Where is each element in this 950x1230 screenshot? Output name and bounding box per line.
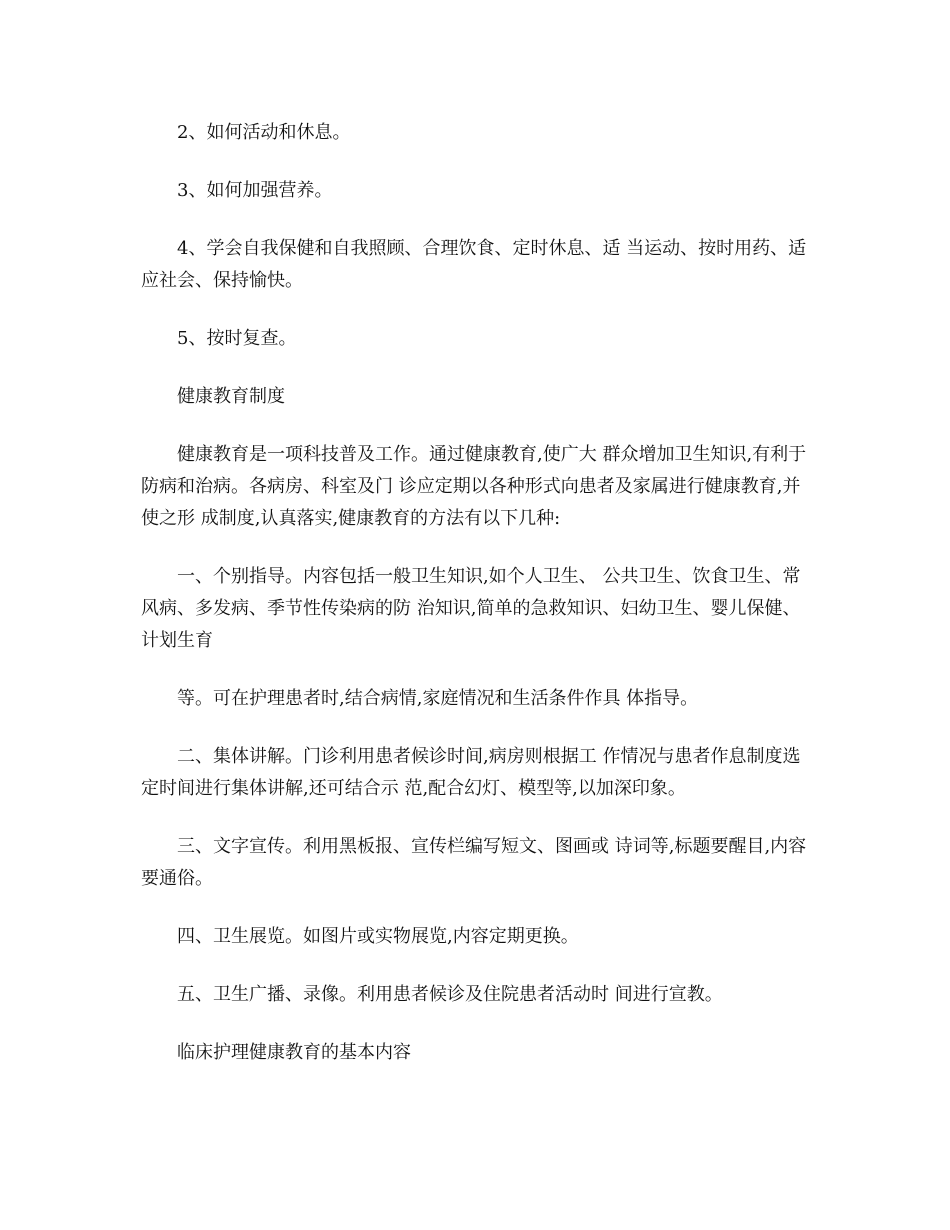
document-body xyxy=(141,117,809,1095)
section-heading-health-education-system: 健康教育制度 xyxy=(177,386,285,407)
list-item-follow-up: 5、按时复查。 xyxy=(177,328,297,349)
paragraph-introduction: 健康教育是一项科技普及工作。通过健康教育,使广大 群众增加卫生知识,有利于防病和治病。各病房、科室及门 诊应定期以各种形式向患者及家属进行健康教育,并使之形 成制度,认真落实,健康教育的方法有以下几种: xyxy=(141,444,807,529)
method-written-publicity: 三、文字宣传。利用黑板报、宣传栏编写短文、图画或 诗词等,标题要醒目,内容要通俗。 xyxy=(141,836,807,889)
list-item-nutrition: 3、如何加强营养。 xyxy=(177,180,333,201)
method-individual-guidance: 一、个别指导。内容包括一般卫生知识,如个人卫生、 公共卫生、饮食卫生、常风病、多发病、季节性传染病的防 治知识,简单的急救知识、妇幼卫生、婴儿保健、计划生育 xyxy=(141,566,801,651)
list-item-self-care: 4、学会自我保健和自我照顾、合理饮食、定时休息、适 当运动、按时用药、适应社会、保持愉快。 xyxy=(141,238,807,291)
method-health-exhibition: 四、卫生展览。如图片或实物展览,内容定期更换。 xyxy=(177,926,579,947)
list-item-activity-rest: 2、如何活动和休息。 xyxy=(177,122,351,143)
method-broadcast-video: 五、卫生广播、录像。利用患者候诊及住院患者活动时 间进行宣教。 xyxy=(177,984,723,1005)
section-heading-clinical-nursing: 临床护理健康教育的基本内容 xyxy=(177,1042,411,1063)
method-individual-guidance-continued: 等。可在护理患者时,结合病情,家庭情况和生活条件作具 体指导。 xyxy=(177,688,699,709)
method-group-lecture: 二、集体讲解。门诊利用患者候诊时间,病房则根据工 作情况与患者作息制度选定时间进行集体讲解,还可结合示 范,配合幻灯、模型等,以加深印象。 xyxy=(141,746,801,799)
